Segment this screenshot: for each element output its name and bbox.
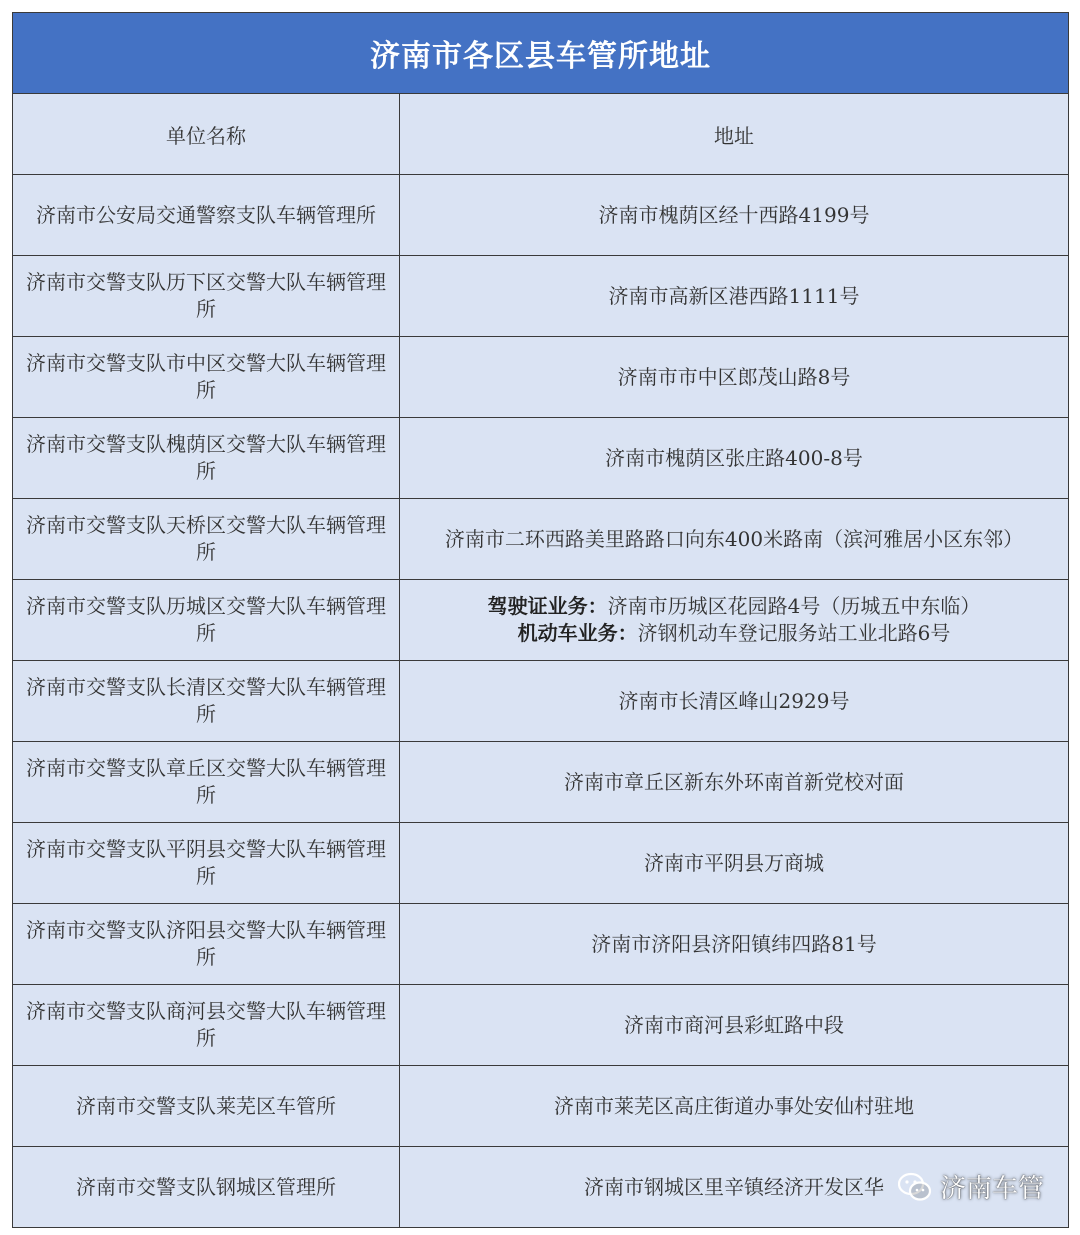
address-cell: 济南市商河县彩虹路中段	[400, 985, 1069, 1066]
license-business-address: 济南市历城区花园路4号（历城五中东临）	[607, 594, 981, 618]
unit-cell: 济南市交警支队历下区交警大队车辆管理所	[13, 256, 400, 337]
table-row	[13, 175, 1069, 256]
unit-cell: 济南市公安局交通警察支队车辆管理所	[13, 175, 400, 256]
table-row	[13, 985, 1069, 1066]
table-row	[13, 1066, 1069, 1147]
address-cell: 济南市市中区郎茂山路8号	[400, 337, 1069, 418]
license-business-line	[410, 593, 1058, 620]
wechat-icon	[898, 1172, 932, 1202]
table-row	[13, 661, 1069, 742]
address-cell: 济南市莱芜区高庄街道办事处安仙村驻地	[400, 1066, 1069, 1147]
address-cell: 济南市槐荫区张庄路400-8号	[400, 418, 1069, 499]
address-cell: 济南市钢城区里辛镇经济开发区华	[400, 1147, 1069, 1228]
table-row	[13, 256, 1069, 337]
column-header-unit: 单位名称	[13, 94, 400, 175]
vehicle-business-address: 济钢机动车登记服务站工业北路6号	[637, 621, 951, 645]
table-row	[13, 418, 1069, 499]
unit-cell: 济南市交警支队章丘区交警大队车辆管理所	[13, 742, 400, 823]
address-cell: 济南市平阴县万商城	[400, 823, 1069, 904]
vehicle-business-label: 机动车业务：	[517, 621, 638, 645]
table-row	[13, 823, 1069, 904]
table-row	[13, 337, 1069, 418]
column-header-address: 地址	[400, 94, 1069, 175]
unit-cell: 济南市交警支队济阳县交警大队车辆管理所	[13, 904, 400, 985]
address-cell: 济南市章丘区新东外环南首新党校对面	[400, 742, 1069, 823]
table-row	[13, 904, 1069, 985]
unit-cell: 济南市交警支队平阴县交警大队车辆管理所	[13, 823, 400, 904]
address-table-container	[12, 12, 1068, 1228]
table-title: 济南市各区县车管所地址	[13, 13, 1069, 94]
table-row	[13, 580, 1069, 661]
unit-cell: 济南市交警支队市中区交警大队车辆管理所	[13, 337, 400, 418]
watermark-text: 济南车管	[939, 1174, 1044, 1204]
address-cell: 济南市济阳县济阳镇纬四路81号	[400, 904, 1069, 985]
address-cell: 济南市二环西路美里路路口向东400米路南（滨河雅居小区东邻）	[400, 499, 1069, 580]
address-cell: 济南市槐荫区经十西路4199号	[400, 175, 1069, 256]
table-row	[13, 742, 1069, 823]
vehicle-business-line	[410, 620, 1058, 647]
address-cell: 济南市高新区港西路1111号	[400, 256, 1069, 337]
address-cell: 济南市长清区峰山2929号	[400, 661, 1069, 742]
address-table	[12, 12, 1069, 1228]
unit-cell: 济南市交警支队天桥区交警大队车辆管理所	[13, 499, 400, 580]
address-cell	[400, 580, 1069, 661]
unit-cell: 济南市交警支队槐荫区交警大队车辆管理所	[13, 418, 400, 499]
unit-cell: 济南市交警支队商河县交警大队车辆管理所	[13, 985, 400, 1066]
unit-cell: 济南市交警支队莱芜区车管所	[13, 1066, 400, 1147]
unit-cell: 济南市交警支队长清区交警大队车辆管理所	[13, 661, 400, 742]
license-business-label: 驾驶证业务：	[487, 594, 608, 618]
watermark	[898, 1168, 1044, 1205]
table-row	[13, 499, 1069, 580]
unit-cell: 济南市交警支队钢城区管理所	[13, 1147, 400, 1228]
unit-cell: 济南市交警支队历城区交警大队车辆管理所	[13, 580, 400, 661]
